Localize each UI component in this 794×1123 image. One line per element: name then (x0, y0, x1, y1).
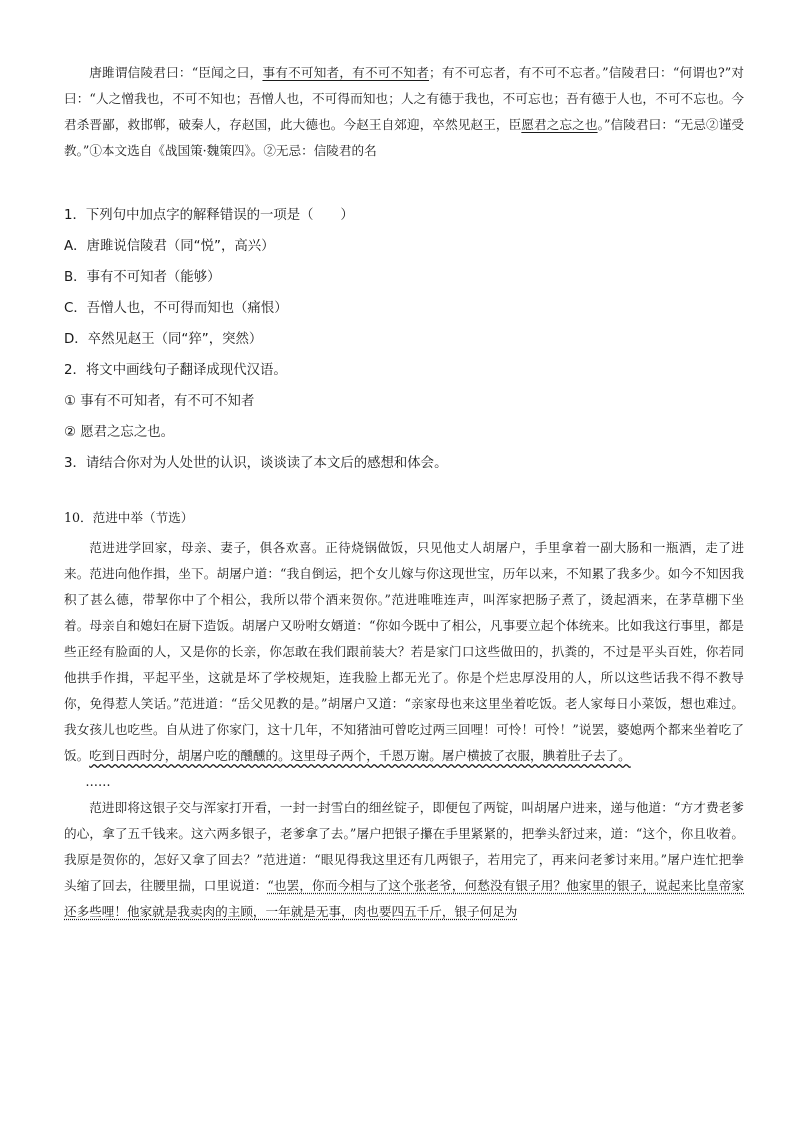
passage-10 (64, 505, 744, 925)
passage-10-paragraph-2 (64, 795, 744, 925)
passage-9-text-1: 唐雎谓信陵君曰：“臣闻之曰， (89, 65, 263, 80)
question-1-option-c: C．吾憎人也，不可得而知也（痛恨） (64, 301, 288, 316)
passage-10-paragraph-1 (64, 535, 744, 769)
question-1-option-a: A．唐雎说信陵君（同“悦”，高兴） (64, 239, 275, 254)
question-1-option-d: D．卒然见赵王（同“猝”，突然） (64, 332, 263, 347)
underlined-sentence-1: 事有不可知者，有不可不知者 (262, 65, 430, 80)
passage-10-title: 10．范进中举（节选） (64, 510, 194, 525)
question-2-item-2: ② 愿君之忘之也。 (64, 425, 174, 440)
passage-10-text-2: 范进即将这银子交与浑家打开看，一封一封雪白的细丝锭子，即便包了两锭，叫胡屠户进来，递与他道：“方才费老爹的心，拿了五千钱来。这六两多银子，老爹拿了去。”屠户把银子攥在手里紧紧的，把拳头舒过来，道：“这个，你且收着。我原是贺你的，怎好又拿了回去？”范进道：“眼见得我这里还有几两银子，若用完了，再来问老爹讨来用。”屠户连忙把拳头缩了回去，往腰里揣，口里说道： (64, 800, 744, 893)
question-3: 3．请结合你对为人处世的认识，谈谈读了本文后的感想和体会。 (64, 456, 448, 471)
passage-9 (64, 60, 744, 164)
ellipsis: …… (85, 774, 111, 789)
passage-9-text-2: ；有不可忘者，有不可不忘者。”信陵君曰：“何谓也?”对曰：“人之憎我也，不可不知也；吾憎人也，不可得而知也；人之有德于我也，不可忘也；吾有德于人也，不可不忘也。今君杀晋鄙，救邯郸，破秦人，存赵国，此大德也。今赵王自郊迎，卒然见赵王，臣 (64, 65, 744, 132)
wavy-underlined-sentence: 吃到日西时分，胡屠户吃的醺醺的。这里母子两个，千恩万谢。屠户横披了衣服，腆着肚子去了。 (89, 748, 631, 763)
question-list (64, 200, 744, 479)
dotted-underlined-sentence: “也罢，你而今相与了这个张老爷，何愁没有银子用？他家里的银子，说起来比皇帝家还多些哩！他家就是我卖肉的主顾，一年就是无事，肉也要四五千斤，银子何足为 (64, 878, 744, 919)
underlined-sentence-2: 愿君之忘之也 (521, 117, 598, 132)
question-1: 1．下列句中加点字的解释错误的一项是（ ） (64, 208, 354, 223)
question-2-item-1: ① 事有不可知者，有不可不知者 (64, 394, 255, 409)
question-2: 2．将文中画线句子翻译成现代汉语。 (64, 363, 287, 378)
passage-9-text-3: 。”信陵君曰：“无忌②谨受教。”①本文选自《战国策·魏策四》。②无忌：信陵君的名 (64, 117, 745, 158)
passage-9-paragraph (64, 60, 744, 164)
question-1-option-b: B．事有不可知者（能够） (64, 270, 221, 285)
passage-10-text-1: 范进进学回家，母亲、妻子，俱各欢喜。正待烧锅做饭，只见他丈人胡屠户，手里拿着一副大肠和一瓶酒，走了进来。范进向他作揖，坐下。胡屠户道：“我自倒运，把个女儿嫁与你这现世宝，历年以来，不知累了我多少。如今不知因我积了甚么德，带挈你中了个相公，我所以带个酒来贺你。”范进唯唯连声，叫浑家把肠子煮了，烫起酒来，在茅草棚下坐着。母亲自和媳妇在厨下造饭。胡屠户又吩咐女婿道：“你如今既中了相公，凡事要立起个体统来。比如我这行事里，都是些正经有脸面的人，又是你的长亲，你怎敢在我们跟前装大？若是家门口这些做田的，扒粪的，不过是平头百姓，你若同他拱手作揖，平起平坐，这就是坏了学校规矩，连我脸上都无光了。你是个烂忠厚没用的人，所以这些话我不得不教导你，免得惹人笑话。”范进道：“岳父见教的是。”胡屠户又道：“亲家母也来这里坐着吃饭。老人家每日小菜饭，想也难过。我女孩儿也吃些。自从进了你家门，这十几年，不知猪油可曾吃过两三回哩！可怜！可怜！”说罢，婆媳两个都来坐着吃了饭。 (64, 540, 744, 763)
